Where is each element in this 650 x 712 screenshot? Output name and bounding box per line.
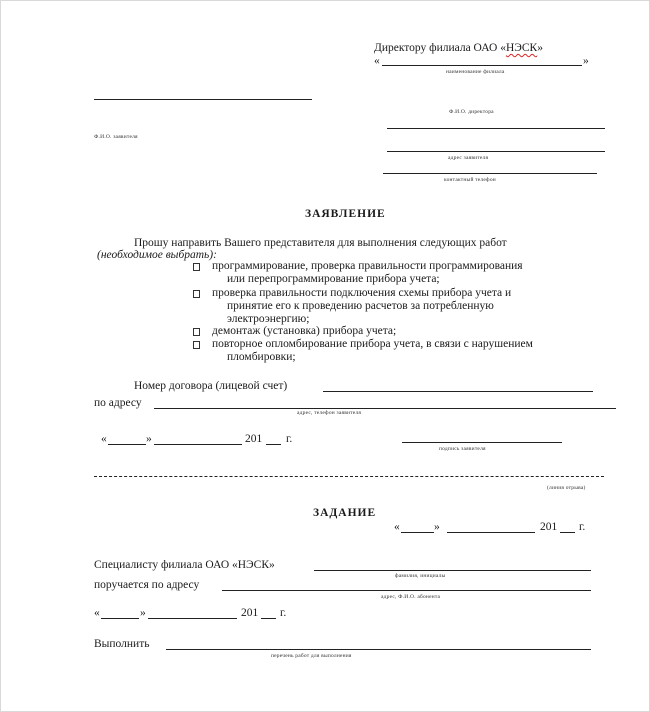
tear-line-caption: (линия отрыва) [547, 485, 586, 491]
option-2-text: проверка правильности подключения схемы прибора учета и принятие его к проведению расчетов за потребленную электроэнергию; [212, 287, 512, 325]
execute-label: Выполнить [94, 638, 150, 650]
applicant-line-right[interactable] [387, 128, 605, 129]
tear-line [94, 476, 604, 477]
task-title: ЗАДАНИЕ [313, 507, 377, 519]
option-3[interactable] [193, 326, 200, 339]
statement-year-suffix: г. [286, 433, 293, 445]
specialist-label: Специалисту филиала ОАО «НЭСК» [94, 559, 275, 571]
subscriber-caption: адрес, Ф.И.О. абонента [381, 594, 441, 600]
branch-caption: наименование филиала [446, 69, 505, 75]
address-phone-line[interactable] [154, 408, 616, 409]
branch-open-quote: « [374, 55, 380, 67]
address-line[interactable] [387, 151, 605, 152]
option-4-checkbox[interactable] [193, 341, 200, 349]
task-date-close: » [434, 521, 440, 533]
option-1-checkbox[interactable] [193, 263, 200, 271]
statement-title: ЗАЯВЛЕНИЕ [305, 208, 386, 220]
task-date2-open: « [94, 607, 100, 619]
task-year2-suffix: г. [280, 607, 287, 619]
signature-line[interactable] [402, 442, 562, 443]
specialist-name-line[interactable] [314, 570, 591, 571]
contract-label: Номер договора (лицевой счет) [134, 380, 288, 392]
task-year: 201 [540, 521, 558, 533]
option-3-text: демонтаж (установка) прибора учета; [212, 325, 397, 337]
option-4[interactable] [193, 339, 200, 352]
option-1[interactable] [193, 261, 200, 274]
address-phone-caption: адрес, телефон заявителя [297, 410, 362, 416]
statement-year-line[interactable] [266, 444, 281, 445]
statement-day-line[interactable] [108, 444, 146, 445]
director-addressee [374, 42, 543, 55]
address-label: по адресу [94, 397, 142, 409]
request-line: Прошу направить Вашего представителя для выполнения следующих работ [134, 237, 507, 249]
statement-year: 201 [245, 433, 263, 445]
company-name: НЭСК [505, 42, 538, 54]
option-3-checkbox[interactable] [193, 328, 200, 336]
address-caption: адрес заявителя [448, 155, 489, 161]
option-2-checkbox[interactable] [193, 290, 200, 298]
statement-month-line[interactable] [154, 444, 242, 445]
subscriber-address-line[interactable] [222, 590, 591, 591]
applicant-caption: Ф.И.О. заявителя [94, 134, 138, 140]
task-date-open: « [394, 521, 400, 533]
option-2[interactable] [193, 288, 200, 301]
statement-date-close: » [146, 433, 152, 445]
task-year2: 201 [241, 607, 259, 619]
branch-close-quote: » [583, 55, 589, 67]
statement-date-open: « [101, 433, 107, 445]
task-date2-close: » [140, 607, 146, 619]
task-day2-line[interactable] [101, 618, 139, 619]
task-day-line[interactable] [401, 532, 434, 533]
option-1-text: программирование, проверка правильности программирования или перепрограммирование прибора учета; [212, 260, 523, 285]
assigned-address-label: поручается по адресу [94, 579, 200, 591]
phone-caption: контактный телефон [444, 177, 496, 183]
close-quote: » [537, 42, 543, 54]
works-list-line[interactable] [166, 649, 591, 650]
task-month-line[interactable] [447, 532, 535, 533]
choose-note: (необходимое выбрать): [97, 249, 217, 261]
task-year2-line[interactable] [261, 618, 276, 619]
option-4-text: повторное опломбирование прибора учета, в связи с нарушением пломбировки; [212, 338, 533, 363]
addressee-prefix: Директору филиала ОАО « [374, 42, 506, 54]
phone-line[interactable] [383, 173, 597, 174]
task-year-line[interactable] [560, 532, 575, 533]
branch-name-line[interactable] [382, 65, 582, 66]
signature-caption: подпись заявителя [439, 446, 486, 452]
director-caption: Ф.И.О. директора [449, 109, 494, 115]
contract-number-line[interactable] [323, 391, 593, 392]
task-month2-line[interactable] [148, 618, 237, 619]
applicant-name-line[interactable] [94, 99, 312, 100]
specialist-name-caption: фамилия, инициалы [395, 573, 446, 579]
works-caption: перечень работ для выполнения [271, 653, 352, 659]
task-year-suffix: г. [579, 521, 586, 533]
